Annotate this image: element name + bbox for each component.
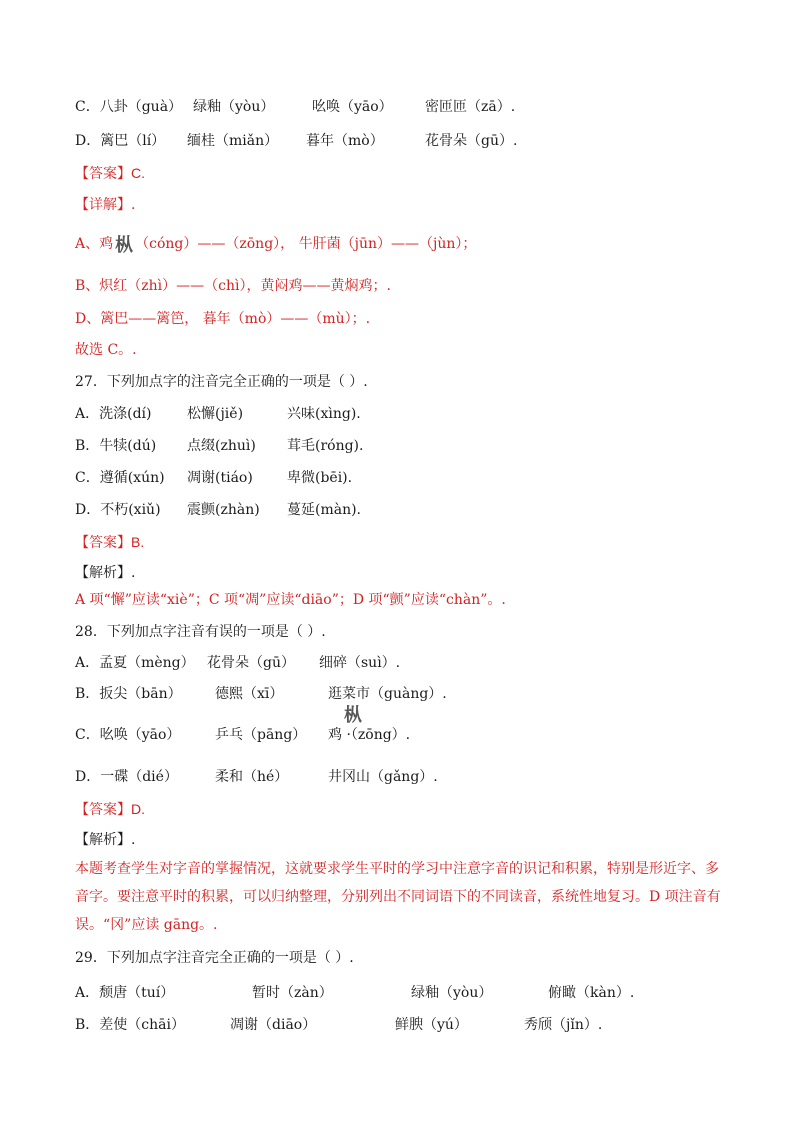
q26-c-2: 绿釉（yòu） [193, 99, 275, 115]
q27-a-3: 兴味(xìng). [287, 406, 361, 422]
q26-d-2: 缅桂（miǎn） [187, 133, 279, 149]
q27-c-1: C．遵循(xún) [75, 470, 165, 486]
character-image: 枞 [115, 235, 134, 256]
q29-a-4: 俯瞰（kàn）. [548, 985, 635, 1001]
q26-c-1: C．八卦（guà） [75, 99, 183, 115]
q26-d-1: D．篱巴（lí） [75, 133, 166, 149]
q28-c-1: C．吆唤（yāo） [75, 727, 181, 743]
q29-a-3: 绿釉（yòu） [411, 985, 493, 1001]
q27-d-2: 震颤(zhàn) [187, 502, 260, 518]
q29-a-2: 暂时（zàn） [252, 985, 333, 1001]
answer-value: C. [131, 165, 145, 181]
q29-b-1: B．差使（chāi） [75, 1017, 185, 1033]
character-image: 枞 [344, 705, 362, 726]
q29-b-2: 凋谢（diāo） [230, 1017, 317, 1033]
q29-stem: 29．下列加点字注音完全正确的一项是（ ）. [75, 950, 354, 966]
q27-d-3: 蔓延(màn). [287, 502, 362, 518]
detail-a-prefix: A、鸡 [75, 236, 114, 252]
answer-value: B. [131, 534, 145, 550]
q26-detail-label: 【详解】. [75, 197, 136, 213]
q29-b-4: 秀颀（jǐn）. [524, 1017, 603, 1033]
q28-b-2: 德熙（xī） [215, 686, 284, 702]
q27-a-2: 松懈(jiě) [187, 406, 244, 422]
answer-label: 【答案】 [75, 166, 131, 182]
q27-b-3: 茸毛(róng). [287, 438, 364, 454]
q28-c-2: 乒乓（pāng） [215, 727, 307, 743]
q28-b-3: 逛菜市（guàng）. [328, 686, 447, 702]
q28-answer [75, 799, 145, 820]
q29-b-3: 鲜腴（yú） [395, 1017, 468, 1033]
q27-answer [75, 532, 144, 553]
q26-answer [75, 163, 145, 184]
q28-analysis: 本题考查学生对字音的掌握情况，这就要求学生平时的学习中注意字音的识记和积累，特别是形近字、多音字。要注意平时的积累，可以归纳整理，分别列出不同词语下的不同读音，系统性地复习。D 项注音有误。“冈”应读 gāng。. [75, 861, 721, 933]
q28-b-1: B．扳尖（bān） [75, 686, 182, 702]
q26-conclusion: 故选 C。. [75, 342, 137, 358]
q26-detail-b: B、炽红（zhì）——（chì），黄闷鸡——黄焖鸡；. [75, 278, 391, 294]
q28-analysis-label: 【解析】. [75, 832, 136, 848]
q28-a-3: 细碎（suì）. [319, 655, 401, 671]
q27-c-2: 凋谢(tiáo) [187, 470, 253, 486]
q28-d-2: 柔和（hé） [215, 769, 289, 785]
detail-a-rest: （cóng）——（zōng）， 牛肝菌（jūn）——（jùn）； [135, 236, 477, 252]
q27-b-1: B．牛犊(dú) [75, 438, 157, 454]
q27-b-2: 点缀(zhuì) [187, 438, 256, 454]
q26-detail-d: D、篱巴——篱笆， 暮年（mò）——（mù）；. [75, 311, 371, 327]
q27-analysis: A 项“懈”应读“xiè”；C 项“凋”应读“diāo”；D 项“颤”应读“chàn”。. [75, 592, 506, 608]
q26-d-3: 暮年（mò） [306, 133, 384, 149]
q27-d-1: D．不朽(xiǔ) [75, 502, 161, 518]
q27-a-1: A．洗涤(dí) [75, 406, 152, 422]
q26-detail-a [75, 232, 476, 254]
answer-value: D. [131, 801, 145, 817]
q28-stem: 28．下列加点字注音有误的一项是（ ）. [75, 624, 326, 640]
q28-c-3: 鸡 ·（zōng）. [328, 727, 411, 743]
q26-d-4: 花骨朵（gū）. [425, 133, 518, 149]
q26-c-4: 密匝匝（zā）. [425, 99, 516, 115]
q27-analysis-label: 【解析】. [75, 565, 136, 581]
q26-c-3: 吆唤（yāo） [312, 99, 393, 115]
answer-label: 【答案】 [75, 535, 131, 551]
q28-a-2: 花骨朵（gū） [207, 655, 295, 671]
q27-stem: 27．下列加点字的注音完全正确的一项是（ ）. [75, 374, 368, 390]
q28-a-1: A．孟夏（mèng） [75, 655, 195, 671]
answer-label: 【答案】 [75, 802, 131, 818]
q28-d-1: D．一碟（dié） [75, 769, 178, 785]
q28-d-3: 井冈山（gǎng）. [328, 769, 438, 785]
q29-a-1: A．颓唐（tuí） [75, 985, 175, 1001]
q27-c-3: 卑微(bēi). [287, 470, 353, 486]
